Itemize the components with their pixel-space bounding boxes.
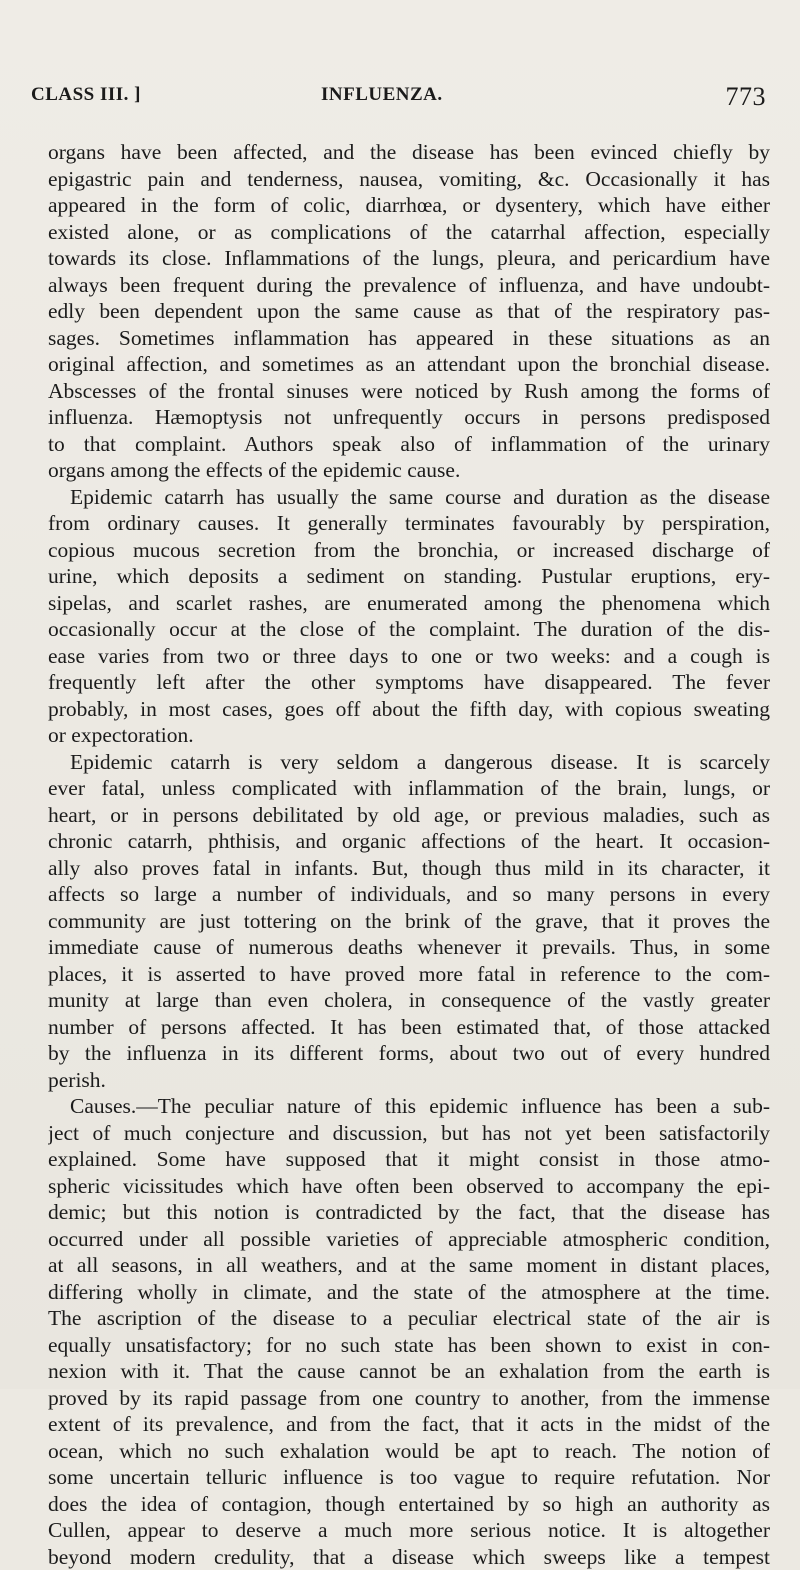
text-line: demic; but this notion is contradicted by the fact, that the disease has <box>48 1199 770 1226</box>
text-line: perish. <box>48 1067 770 1094</box>
text-line: appeared in the form of colic, diarrhœa, or dysentery, which have either <box>48 192 770 219</box>
text-line: from ordinary causes. It generally terminates favourably by perspiration, <box>48 510 770 537</box>
text-line: Cullen, appear to deserve a much more serious notice. It is altogether <box>48 1517 770 1544</box>
text-line: proved by its rapid passage from one country to another, from the immense <box>48 1385 770 1412</box>
text-line: chronic catarrh, phthisis, and organic affections of the heart. It occasion- <box>48 828 770 855</box>
text-line: urine, which deposits a sediment on standing. Pustular eruptions, ery- <box>48 563 770 590</box>
running-head <box>31 84 766 114</box>
text-line: or expectoration. <box>48 722 770 749</box>
text-line: affects so large a number of individuals, and so many persons in every <box>48 881 770 908</box>
text-line: probably, in most cases, goes off about the fifth day, with copious sweating <box>48 696 770 723</box>
text-line: places, it is asserted to have proved more fatal in reference to the com- <box>48 961 770 988</box>
body-text <box>48 139 770 1570</box>
class-label: CLASS III. ] <box>31 84 141 106</box>
text-line: occasionally occur at the close of the complaint. The duration of the dis- <box>48 616 770 643</box>
text-line: differing wholly in climate, and the state of the atmosphere at the time. <box>48 1279 770 1306</box>
text-line: copious mucous secretion from the bronchia, or increased discharge of <box>48 537 770 564</box>
text-line: at all seasons, in all weathers, and at the same moment in distant places, <box>48 1252 770 1279</box>
page-number: 773 <box>726 82 767 112</box>
text-line: organs among the effects of the epidemic cause. <box>48 457 770 484</box>
text-line: explained. Some have supposed that it might consist in those atmo- <box>48 1146 770 1173</box>
text-line: ocean, which no such exhalation would be apt to reach. The notion of <box>48 1438 770 1465</box>
text-line: does the idea of contagion, though entertained by so high an authority as <box>48 1491 770 1518</box>
text-line: heart, or in persons debilitated by old age, or previous maladies, such as <box>48 802 770 829</box>
text-line: towards its close. Inflammations of the lungs, pleura, and pericardium have <box>48 245 770 272</box>
text-line: ally also proves fatal in infants. But, though thus mild in its character, it <box>48 855 770 882</box>
text-line: edly been dependent upon the same cause as that of the respiratory pas- <box>48 298 770 325</box>
text-line: number of persons affected. It has been estimated that, of those attacked <box>48 1014 770 1041</box>
text-line: ease varies from two or three days to one or two weeks: and a cough is <box>48 643 770 670</box>
text-line: sages. Sometimes inflammation has appeared in these situations as an <box>48 325 770 352</box>
text-line: equally unsatisfactory; for no such state has been shown to exist in con- <box>48 1332 770 1359</box>
text-line: extent of its prevalence, and from the fact, that it acts in the midst of the <box>48 1411 770 1438</box>
chapter-title: INFLUENZA. <box>321 84 443 106</box>
text-line: always been frequent during the prevalence of influenza, and have undoubt- <box>48 272 770 299</box>
text-line: ever fatal, unless complicated with inflammation of the brain, lungs, or <box>48 775 770 802</box>
text-line: The ascription of the disease to a peculiar electrical state of the air is <box>48 1305 770 1332</box>
text-line: Epidemic catarrh is very seldom a dangerous disease. It is scarcely <box>48 749 770 776</box>
text-line: epigastric pain and tenderness, nausea, vomiting, &c. Occasionally it has <box>48 166 770 193</box>
text-line: nexion with it. That the cause cannot be an exhalation from the earth is <box>48 1358 770 1385</box>
text-line: existed alone, or as complications of the catarrhal affection, especially <box>48 219 770 246</box>
text-line: sipelas, and scarlet rashes, are enumerated among the phenomena which <box>48 590 770 617</box>
text-line: ject of much conjecture and discussion, but has not yet been satisfactorily <box>48 1120 770 1147</box>
text-line: occurred under all possible varieties of appreciable atmospheric condition, <box>48 1226 770 1253</box>
text-line: immediate cause of numerous deaths whenever it prevails. Thus, in some <box>48 934 770 961</box>
text-line: original affection, and sometimes as an attendant upon the bronchial disease. <box>48 351 770 378</box>
text-line: by the influenza in its different forms, about two out of every hundred <box>48 1040 770 1067</box>
text-line: community are just tottering on the brink of the grave, that it proves the <box>48 908 770 935</box>
text-line: Abscesses of the frontal sinuses were noticed by Rush among the forms of <box>48 378 770 405</box>
text-line: spheric vicissitudes which have often been observed to accompany the epi- <box>48 1173 770 1200</box>
text-line: to that complaint. Authors speak also of inflammation of the urinary <box>48 431 770 458</box>
text-line: organs have been affected, and the disease has been evinced chiefly by <box>48 139 770 166</box>
text-line: frequently left after the other symptoms have disappeared. The fever <box>48 669 770 696</box>
text-line: Epidemic catarrh has usually the same course and duration as the disease <box>48 484 770 511</box>
text-line: some uncertain telluric influence is too vague to require refutation. Nor <box>48 1464 770 1491</box>
text-line: beyond modern credulity, that a disease which sweeps like a tempest <box>48 1544 770 1570</box>
text-line: Causes.—The peculiar nature of this epidemic influence has been a sub- <box>48 1093 770 1120</box>
text-line: influenza. Hæmoptysis not unfrequently occurs in persons predisposed <box>48 404 770 431</box>
text-line: munity at large than even cholera, in consequence of the vastly greater <box>48 987 770 1014</box>
